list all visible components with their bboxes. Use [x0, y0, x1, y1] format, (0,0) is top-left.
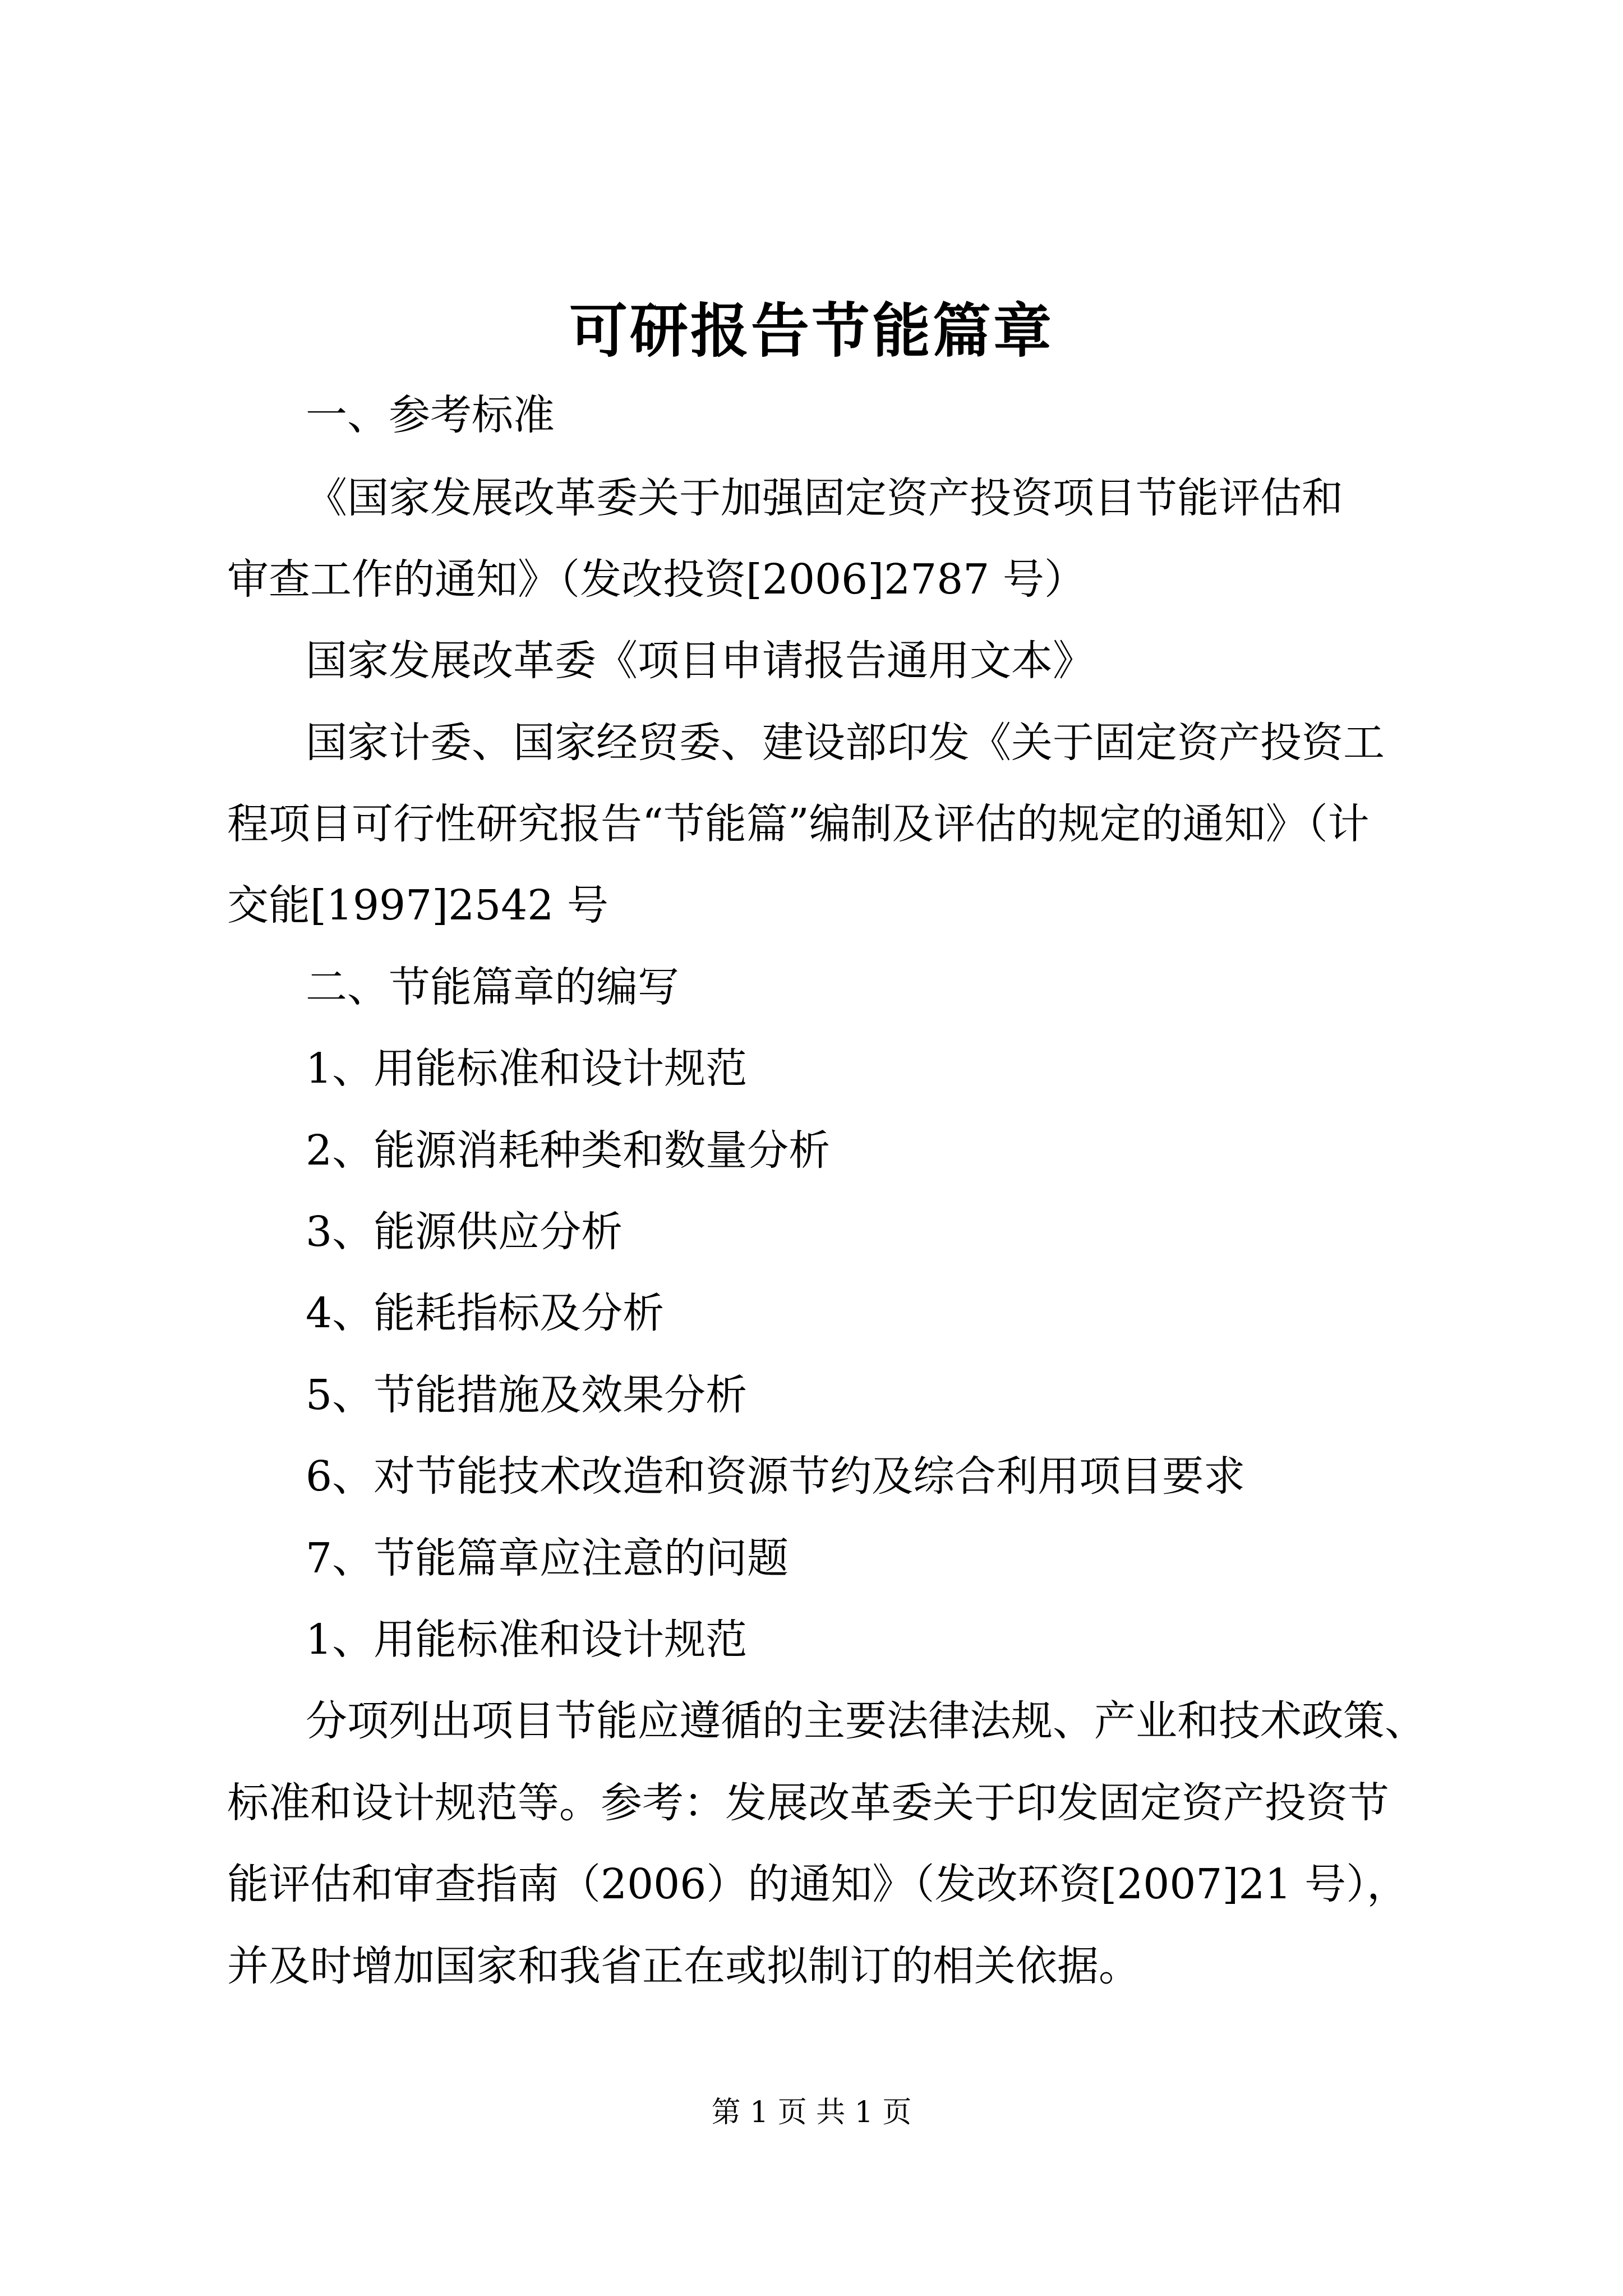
paragraph-line: 交能[1997]2542 号 — [227, 881, 608, 930]
list-item: 3、能源供应分析 — [306, 1208, 623, 1256]
paragraph-line: 国家发展改革委《项目申请报告通用文本》 — [306, 637, 1094, 685]
list-item: 4、能耗指标及分析 — [306, 1289, 665, 1337]
paragraph-line: 审查工作的通知》（发改投资[2006]2787 号） — [227, 555, 1086, 604]
document-title: 可研报告节能篇章 — [569, 296, 1054, 365]
section-heading-writing: 二、节能篇章的编写 — [306, 963, 679, 1011]
list-item: 2、能源消耗种类和数量分析 — [306, 1126, 831, 1175]
list-item: 7、节能篇章应注意的问题 — [306, 1534, 789, 1582]
paragraph-line: 国家计委、国家经贸委、建设部印发《关于固定资产投资工 — [306, 719, 1385, 767]
paragraph-line: 能评估和审查指南（2006）的通知》（发改环资[2007]21 号）， — [227, 1860, 1409, 1908]
subsection-heading: 1、用能标准和设计规范 — [306, 1616, 748, 1664]
paragraph-line: 标准和设计规范等。参考：发展改革委关于印发固定资产投资节 — [227, 1779, 1389, 1827]
paragraph-line: 并及时增加国家和我省正在或拟制订的相关依据。 — [227, 1942, 1140, 1990]
list-item: 6、对节能技术改造和资源节约及综合利用项目要求 — [306, 1452, 1246, 1501]
list-item: 5、节能措施及效果分析 — [306, 1371, 748, 1419]
paragraph-line: 程项目可行性研究报告“节能篇”编制及评估的规定的通知》（计 — [227, 800, 1370, 848]
paragraph-line: 分项列出项目节能应遵循的主要法律法规、产业和技术政策、 — [306, 1697, 1426, 1745]
list-item: 1、用能标准和设计规范 — [306, 1045, 748, 1093]
section-heading-references: 一、参考标准 — [306, 391, 555, 439]
page-number-footer: 第 1 页 共 1 页 — [711, 2096, 912, 2129]
paragraph-line: 《国家发展改革委关于加强固定资产投资项目节能评估和 — [306, 474, 1343, 522]
